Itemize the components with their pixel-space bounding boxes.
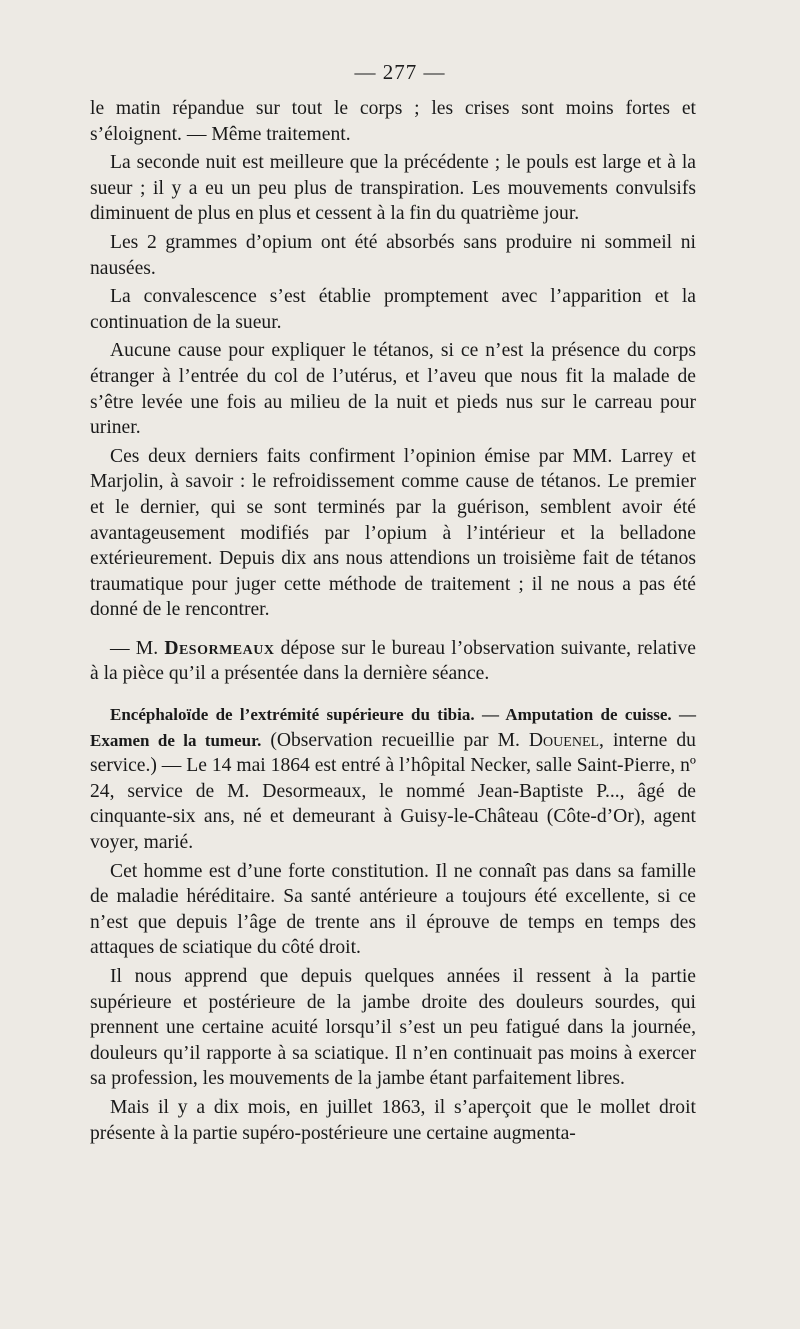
paragraph: Cet homme est d’une forte constitution. Il ne connaît pas dans sa famille de maladie héréditaire. Sa santé antérieure a toujours été excellente, si ce n’est que depuis l’âge de trente ans il éprouve de temps en temps des attaques de sciatique du côté droit. [90, 860, 696, 959]
observation-text: , interne du service.) — Le 14 mai 1864 est entré à l’hôpital Necker, salle Saint-Pierre, nº 24, service de M. Desormeaux, le nommé Jean-Baptiste P..., âgé de cinquante-six ans, né et demeurant à Guisy-le-Château (Côte-d’Or), agent voyer, marié. [90, 729, 696, 854]
intern-name: Douenel [528, 729, 600, 751]
page-number: — 277 — [354, 60, 446, 84]
observation-open: (Observation recueillie par M. [261, 729, 529, 751]
paragraph-text: dépose sur le bureau l’observation suivante, relative à la pièce qu’il a présentée dans la dernière séance. [90, 637, 696, 685]
dash-lead: — M. [110, 637, 165, 659]
text-column [90, 96, 696, 1146]
paragraph: La seconde nuit est meilleure que la précédente ; le pouls est large et à la sueur ; il y a eu un peu plus de transpiration. Les mouvements convulsifs diminuent de plus en plus et cessent à la fin du quatrième jour. [90, 152, 696, 225]
paragraph: La convalescence s’est établie promptement avec l’apparition et la continuation de la sueur. [90, 286, 696, 333]
paragraph-communication [90, 636, 696, 687]
observation-title: Encéphaloïde de l’extrémité supérieure du tibia. — Amputation de cuisse. — Examen de la tumeur. [90, 705, 696, 750]
speaker-name: Desormeaux [164, 637, 275, 659]
paragraph: Aucune cause pour expliquer le tétanos, si ce n’est la présence du corps étranger à l’entrée du col de l’utérus, et l’aveu que nous fit la malade de s’être levée une fois au milieu de la nuit et pieds nus sur le carreau pour uriner. [90, 340, 696, 439]
paragraph-continuation: le matin répandue sur tout le corps ; les crises sont moins fortes et s’éloignent. — Même traitement. [90, 98, 696, 145]
observation-paragraph [90, 702, 696, 856]
paragraph: Ces deux derniers faits confirment l’opinion émise par MM. Larrey et Marjolin, à savoir : le refroidissement comme cause de tétanos. Le premier et le dernier, qui se sont terminés par la guérison, semblent avoir été avantageusement modifiés par l’opium à l’intérieur et la belladone extérieurement. Depuis dix ans nous attendions un troisième fait de tétanos traumatique pour juger cette méthode de traitement ; il ne nous a pas été donné de le rencontrer. [90, 445, 696, 621]
paragraph: Il nous apprend que depuis quelques années il ressent à la partie supérieure et postérieure de la jambe droite des douleurs sourdes, qui prennent une certaine acuité lorsqu’il s’est un peu fatigué dans la journée, douleurs qu’il rapporte à sa sciatique. Il n’en continuait pas moins à exercer sa profession, les mouvements de la jambe étant parfaitement libres. [90, 966, 696, 1090]
paragraph: Les 2 grammes d’opium ont été absorbés sans produire ni sommeil ni nausées. [90, 231, 696, 279]
paragraph: Mais il y a dix mois, en juillet 1863, il s’aperçoit que le mollet droit présente à la partie supéro-postérieure une certaine augmenta- [90, 1096, 696, 1144]
